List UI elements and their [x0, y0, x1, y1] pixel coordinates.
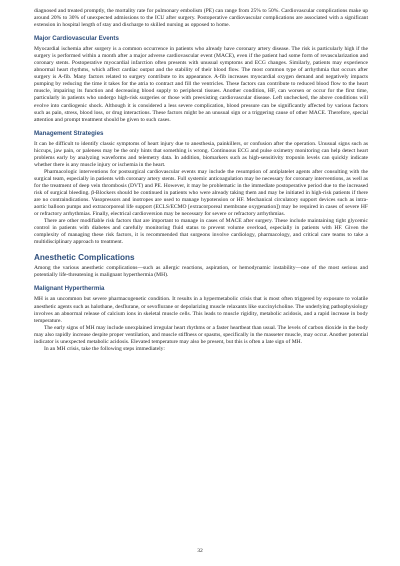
section-heading-anesthetic-complications: Anesthetic Complications: [34, 253, 135, 263]
page-number: 32: [197, 548, 203, 554]
anesthetic-paragraph: Among the various anesthetic complications—such as allergic reactions, aspiration, or hemodynamic instability—one of the most serious and potentially life-threatening is malignant hyperthermia (MH).: [34, 265, 368, 279]
section-heading-major-cardiovascular-events: Major Cardiovascular Events: [34, 35, 119, 43]
management-paragraph-1: It can be difficult to identify classic symptoms of heart injury due to anesthesia, painkillers, or confusion after the operation. Unusual signs such as hiccups, jaw pain, or paleness may be the only hints that something is wrong. Continuous ECG and pulse oximetry monitoring can help detect heart problems early by analyzing waveforms and telemetry data. In addition, biomarkers such as high-sensitivity troponin levels can quickly indicate whether there is any muscle injury or ischemia in the heart.: [34, 140, 368, 168]
management-paragraph-3: There are other modifiable risk factors that are important to manage in cases of MACE after surgery. These include maintaining tight glycemic control in patients with diabetes and carefully monitoring fluid status to prevent volume overload, especially in patients with HF. Given the complexity of managing these risk factors, it is recommended that surgeons involve cardiology, pharmacology, and critical care teams to take a multidisciplinary approach to treatment.: [34, 218, 368, 246]
mh-paragraph-3: In an MH crisis, take the following steps immediately:: [44, 345, 165, 352]
mh-paragraph-1: MH is an uncommon but severe pharmacogenetic condition. It results in a hypermetabolic crisis that is most often triggered by exposure to volatile anesthetic agents such as halothane, desflurane, or sevoflurane or depolarizing muscle relaxants like succinylcholine. The underlying pathophysiology involves an abnormal release of calcium ions in skeletal muscle cells. This leads to muscle rigidity, metabolic acidosis, and a rapid increase in body temperature.: [34, 296, 368, 324]
section-heading-management-strategies: Management Strategies: [34, 129, 104, 137]
document-page: [34, 8, 368, 353]
mace-paragraph: Myocardial ischemia after surgery is a common occurrence in patients who already have coronary artery disease. The risk is particularly high if the surgery is performed within a month after a major adverse cardiovascular event (MACE), even if the patient had some form of revascularization and coronary stents. Postoperative myocardial infarction often presents with unusual symptoms and ECG changes. Similarly, patients may experience abnormal heart rhythms, which affect cardiac output and the stability of their blood flow. The most common type of arrhythmia that occurs after surgery is A-fib. Many factors related to surgery contribute to its appearance. A-fib increases myocardial oxygen demand and negatively impacts pumping by reducing the time it takes for the atria to contract and fill the ventricles. These factors can contribute to reduced blood flow to the heart muscle, impairing its function and decreasing blood supply to peripheral tissues. Another condition, HF, can worsen or occur for the first time, particularly in patients who undergo high-risk surgeries or those with preexisting cardiovascular disease. Left unchecked, the above conditions will evolve into cardiogenic shock. Although it is considered a less severe complication, blood pressure can be significantly affected by various factors such as pain, stress, blood loss, or drug interactions. These factors might be an unusual sign or a triggering cause of other MACE. Therefore, special attention and prompt treatment should be given to such cases.: [34, 46, 368, 123]
mh-paragraph-2: The early signs of MH may include unexplained irregular heart rhythms or a faster heartbeat than usual. The levels of carbon dioxide in the body may also rapidly increase despite proper ventilation, and muscle stiffness or spasms, specifically in the masseter muscle, may occur. Another potential indicator is unexpected metabolic acidosis. Elevated temperature may also be present, but this is often a late sign of MH.: [34, 324, 368, 345]
section-heading-malignant-hyperthermia: Malignant Hyperthermia: [34, 285, 105, 293]
management-paragraph-2: Pharmacologic interventions for postsurgical cardiovascular events may include the resumption of antiplatelet agents after consulting with the surgical team, especially in patients with coronary artery stents. Full systemic anticoagulation may be necessary for coronary interventions, as well as for the treatment of deep vein thrombosis (DVT) and PE. However, it may be problematic in the immediate postoperative period due to the increased risk of surgical bleeding. β-Blockers should be continued in patients who were already taking them and may be initiated in high-risk patients if there are no contraindications. Vasopressors and inotropes are used to manage hypotension or HF. Mechanical circulatory support devices such as intra-aortic balloon pumps and extracorporeal life support (ECLS/ECMO [extracorporeal membrane oxygenation]) may be required in cases of severe HF or refractory arrhythmias. Finally, electrical cardioversion may be necessary for severe or refractory arrhythmias.: [34, 168, 368, 218]
intro-paragraph: diagnosed and treated promptly, the mortality rate for pulmonary embolism (PE) can range from 25% to 50%. Cardiovascular complications make up around 20% to 30% of unexpected admissions to the ICU after surgery. Postoperative cardiovascular complications are associated with a significant extension in hospital length of stay and discharge to skilled nursing as opposed to home.: [34, 8, 368, 29]
